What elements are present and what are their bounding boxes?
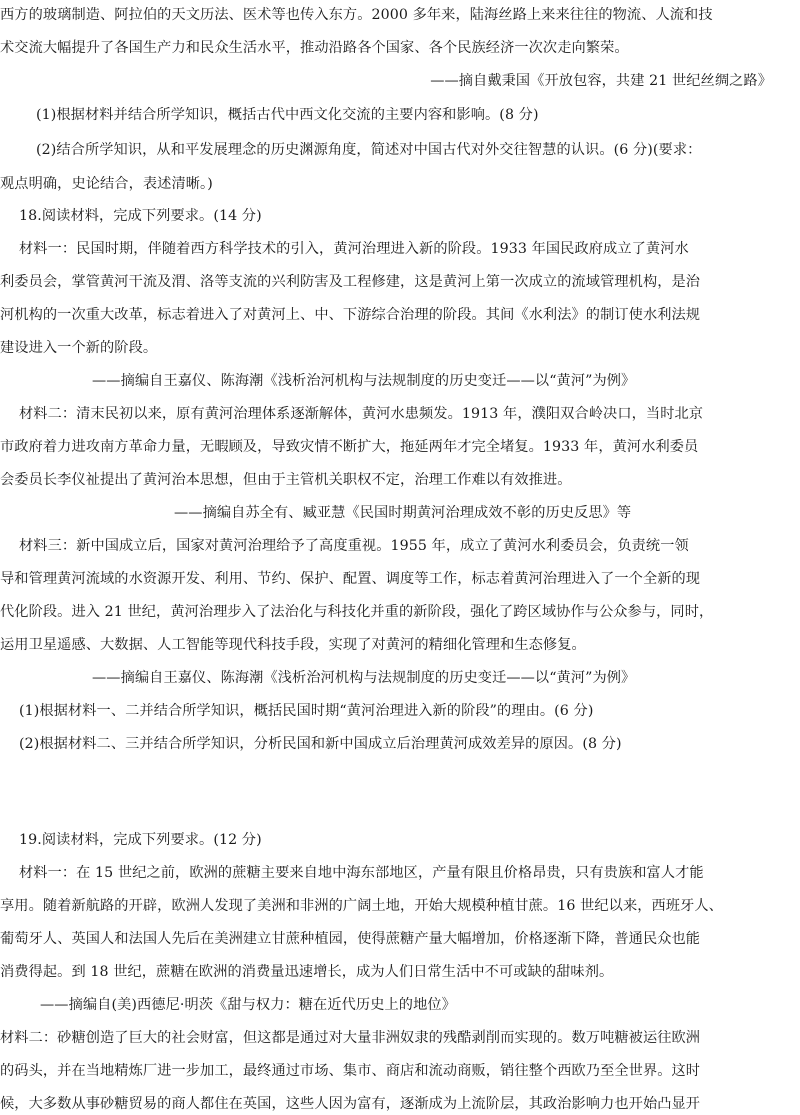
q18-question-2: (2)根据材料二、三并结合所学知识，分析民国和新中国成立后治理黄河成效差异的原因。(8 分) xyxy=(19,736,622,752)
q19-material-1-line: 材料一：在 15 世纪之前，欧洲的蔗糖主要来自地中海东部地区，产量有限且价格昂贵，只有贵族和富人才能 xyxy=(19,865,704,881)
q19-material-2-line: 候，大多数从事砂糖贸易的商人都住在英国，这些人因为富有，逐渐成为上流阶层，其政治影响力也开始凸显开 xyxy=(0,1096,701,1112)
q18-material-3-line: 代化阶段。进入 21 世纪，黄河治理步入了法治化与科技化并重的新阶段，强化了跨区域协作与公众参与，同时， xyxy=(0,604,714,620)
q17-material-line: 西方的玻璃制造、阿拉伯的天文历法、医术等也传入东方。2000 多年来，陆海丝路上来来往往的物流、人流和技 xyxy=(0,7,713,23)
q18-material-2-line: 会委员长李仪祉提出了黄河治本思想，但由于主管机关职权不定，治理工作难以有效推进。 xyxy=(0,472,572,488)
q18-material-2-source: ——摘编自苏全有、臧亚慧《民国时期黄河治理成效不彰的历史反思》等 xyxy=(174,505,632,521)
q18-material-2-line: 材料二：清末民初以来，原有黄河治理体系逐渐解体，黄河水患频发。1913 年，濮阳双合岭决口，当时北京 xyxy=(19,406,704,422)
q19-material-1-line: 消费得起。到 18 世纪，蔗糖在欧洲的消费量迅速增长，成为人们日常生活中不可或缺的甜味剂。 xyxy=(0,964,614,980)
q18-question-1: (1)根据材料一、二并结合所学知识，概括民国时期“黄河治理进入新的阶段”的理由。(6 分) xyxy=(19,703,594,719)
q18-material-1-line: 建设进入一个新的阶段。 xyxy=(0,340,158,356)
q17-question-1: (1)根据材料并结合所学知识，概括古代中西文化交流的主要内容和影响。(8 分) xyxy=(36,107,539,123)
q19-material-1-line: 葡萄牙人、英国人和法国人先后在美洲建立甘蔗种植园，使得蔗糖产量大幅增加，价格逐渐下降，普通民众也能 xyxy=(0,931,701,947)
q18-material-1-line: 利委员会，掌管黄河干流及渭、洛等支流的兴利防害及工程修建，这是黄河上第一次成立的流域管理机构，是治 xyxy=(0,274,701,290)
q17-question-2: (2)结合所学知识，从和平发展理念的历史渊源角度，简述对中国古代对外交往智慧的认识。(6 分)(要求： xyxy=(36,142,702,158)
q19-material-2-line: 材料二：砂糖创造了巨大的社会财富，但这都是通过对大量非洲奴隶的残酷剥削而实现的。数万吨糖被运往欧洲 xyxy=(0,1030,701,1046)
q18-material-1-line: 材料一：民国时期，伴随着西方科学技术的引入，黄河治理进入新的阶段。1933 年国民政府成立了黄河水 xyxy=(19,241,689,257)
q18-material-3-line: 导和管理黄河流域的水资源开发、利用、节约、保护、配置、调度等工作，标志着黄河治理进入了一个全新的现 xyxy=(0,571,701,587)
q18-material-3-line: 运用卫星遥感、大数据、人工智能等现代科技手段，实现了对黄河的精细化管理和生态修复。 xyxy=(0,637,586,653)
q18-material-3-line: 材料三：新中国成立后，国家对黄河治理给予了高度重视。1955 年，成立了黄河水利委员会，负责统一领 xyxy=(19,538,689,554)
q17-source: ——摘自戴秉国《开放包容，共建 21 世纪丝绸之路》 xyxy=(430,73,772,89)
q18-material-1-source: ——摘编自王嘉仪、陈海潮《浅析治河机构与法规制度的历史变迁——以“黄河”为例》 xyxy=(92,373,636,389)
q18-material-3-source: ——摘编自王嘉仪、陈海潮《浅析治河机构与法规制度的历史变迁——以“黄河”为例》 xyxy=(92,670,636,686)
q19-material-1-source: ——摘编自(美)西德尼·明茨《甜与权力：糖在近代历史上的地位》 xyxy=(40,997,456,1013)
q19-material-1-line: 享用。随着新航路的开辟，欧洲人发现了美洲和非洲的广阔土地，开始大规模种植甘蔗。16 世纪以来，西班牙人、 xyxy=(0,898,723,914)
q18-heading: 18.阅读材料，完成下列要求。(14 分) xyxy=(19,208,262,224)
q19-material-2-line: 的码头，并在当地精炼厂进一步加工，最终通过市场、集市、商店和流动商贩，销往整个西欧乃至全世界。这时 xyxy=(0,1063,701,1079)
q18-material-2-line: 市政府着力进攻南方革命力量，无暇顾及，导致灾情不断扩大，拖延两年才完全堵复。1933 年，黄河水利委员 xyxy=(0,439,699,455)
q17-question-2-cont: 观点明确，史论结合，表述清晰。) xyxy=(0,176,213,192)
q17-material-line: 术交流大幅提升了各国生产力和民众生活水平，推动沿路各个国家、各个民族经济一次次走向繁荣。 xyxy=(0,40,629,56)
q19-heading: 19.阅读材料，完成下列要求。(12 分) xyxy=(19,832,262,848)
q18-material-1-line: 河机构的一次重大改革，标志着进入了对黄河上、中、下游综合治理的阶段。其间《水利法》的制订使水利法规 xyxy=(0,307,701,323)
